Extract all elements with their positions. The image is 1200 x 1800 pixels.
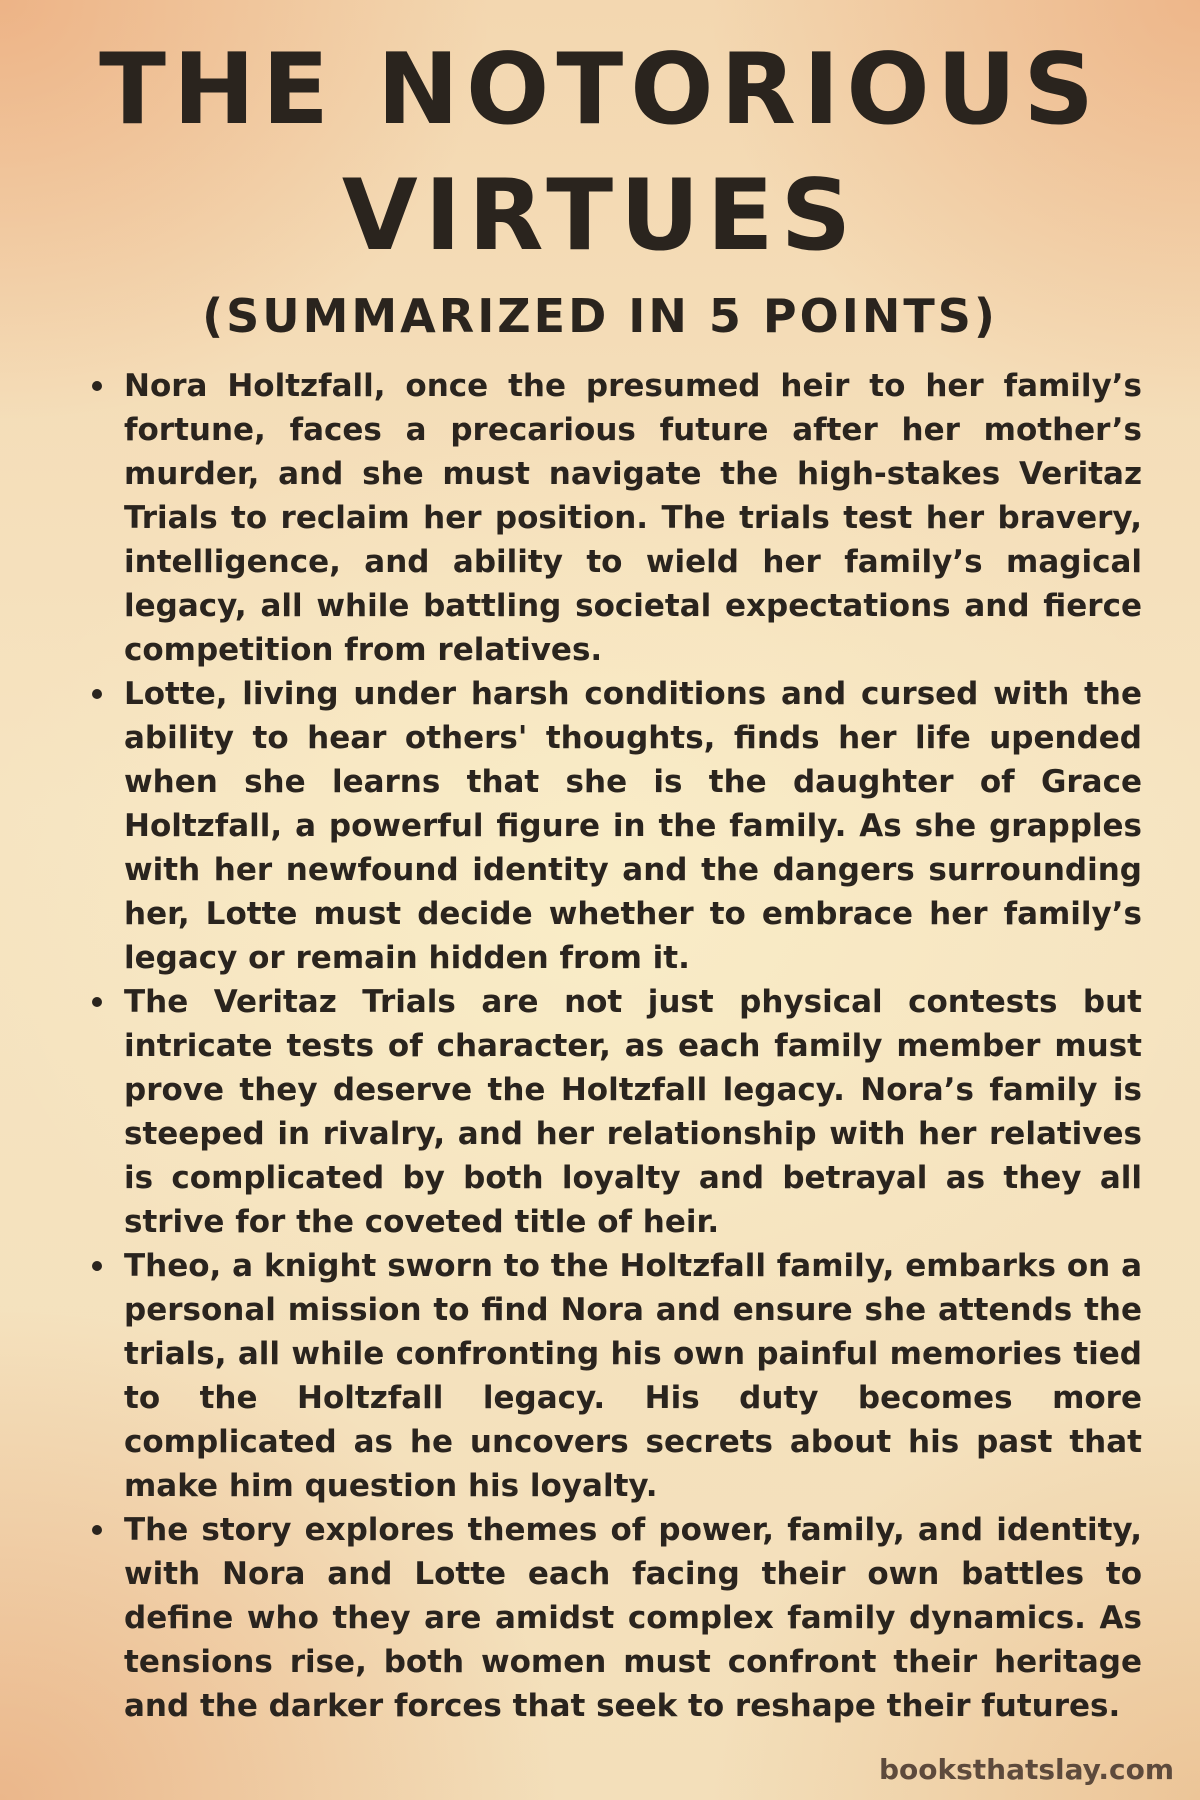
title-line-2: VIRTUES xyxy=(341,159,859,273)
bullet-icon xyxy=(92,381,102,391)
subtitle: (SUMMARIZED IN 5 POINTS) xyxy=(202,289,998,343)
title-line-1: THE NOTORIOUS xyxy=(99,33,1101,147)
site-watermark: booksthatslay.com xyxy=(878,1753,1174,1786)
bullet-icon xyxy=(92,689,102,699)
summary-point-text: The Veritaz Trials are not just physical contests but intricate tests of character, as each family member must prove they deserve the Holtzfall legacy. Nora’s family is steeped in rivalry, and her relationship with her relatives is complicated by both loyalty and betrayal as they all strive for the coveted title of heir. xyxy=(124,984,1142,1240)
summary-point-2 xyxy=(86,672,1142,980)
summary-point-4 xyxy=(86,1244,1142,1508)
summary-point-text: Theo, a knight sworn to the Holtzfall family, embarks on a personal mission to find Nora and ensure she attends the trials, all while confronting his own painful memories tied to the Holtzfall legacy. His duty becomes more complicated as he uncovers secrets about his past that make him question his loyalty. xyxy=(124,1248,1142,1504)
summary-point-5 xyxy=(86,1508,1142,1728)
summary-point-text: Lotte, living under harsh conditions and cursed with the ability to hear others' thoughts, finds her life upended when she learns that she is the daughter of Grace Holtzfall, a powerful figure in the family. As she grapples with her newfound identity and the dangers surrounding her, Lotte must decide whether to embrace her family’s legacy or remain hidden from it. xyxy=(124,676,1142,976)
summary-point-text: Nora Holtzfall, once the presumed heir to her family’s fortune, faces a precarious future after her mother’s murder, and she must navigate the high-stakes Veritaz Trials to reclaim her position. The trials test her bravery, intelligence, and ability to wield her family’s magical legacy, all while battling societal expectations and fierce competition from relatives. xyxy=(124,368,1142,668)
summary-point-1 xyxy=(86,364,1142,672)
bullet-icon xyxy=(92,1525,102,1535)
summary-points-list xyxy=(86,364,1142,1728)
summary-point-3 xyxy=(86,980,1142,1244)
bullet-icon xyxy=(92,1261,102,1271)
summary-point-text: The story explores themes of power, family, and identity, with Nora and Lotte each facing their own battles to define who they are amidst complex family dynamics. As tensions rise, both women must confront their heritage and the darker forces that seek to reshape their futures. xyxy=(124,1512,1142,1724)
bullet-icon xyxy=(92,997,102,1007)
